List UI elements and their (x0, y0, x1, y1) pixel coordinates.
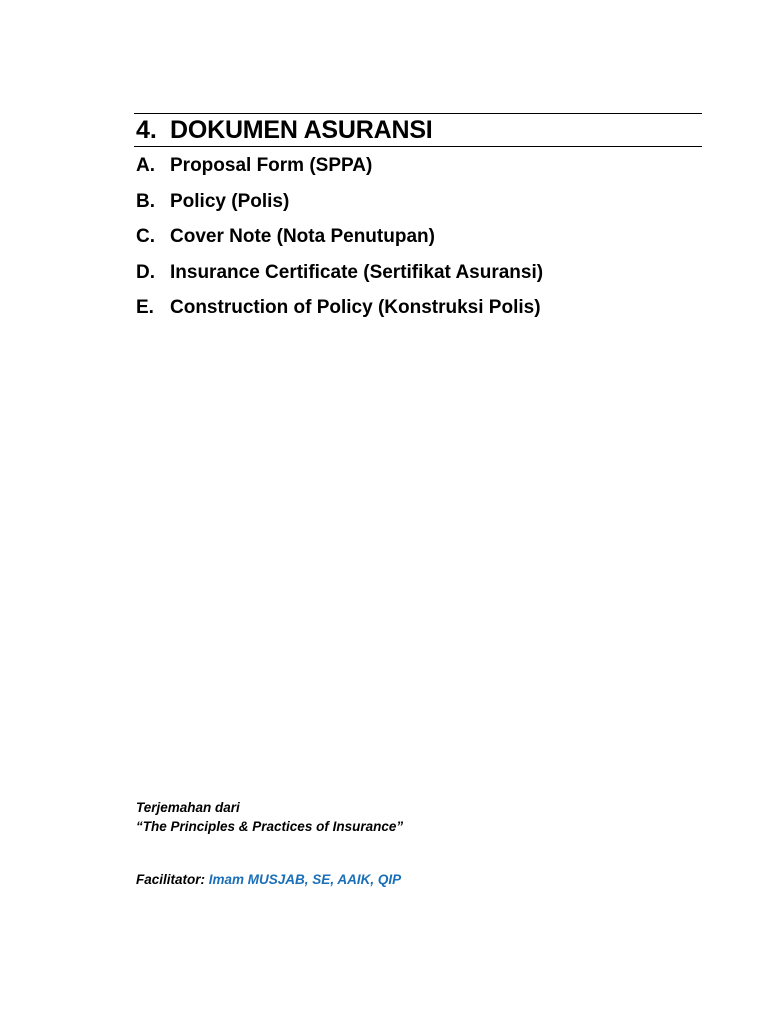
list-item-text: Insurance Certificate (Sertifikat Asuransi) (170, 261, 544, 283)
list-item-letter: E. (136, 297, 154, 318)
source-title: “The Principles & Practices of Insurance” (136, 819, 404, 834)
list-item-letter: D. (136, 261, 155, 283)
list-item (136, 224, 736, 260)
facilitator-line (136, 871, 401, 889)
list-item-text: Cover Note (Nota Penutupan) (170, 226, 435, 247)
section-heading (134, 113, 702, 147)
list-item-letter: C. (136, 226, 155, 247)
facilitator-label: Facilitator: (136, 872, 206, 887)
list-item (136, 295, 736, 331)
list-item (136, 189, 736, 225)
list-item-letter: A. (136, 155, 155, 176)
list-item-text: Policy (Polis) (170, 190, 290, 212)
section-title: DOKUMEN ASURANSI (170, 116, 433, 144)
list-item (136, 153, 736, 189)
list-item-text: Proposal Form (SPPA) (170, 155, 373, 176)
list-item (136, 260, 736, 296)
document-list (136, 153, 736, 331)
section-number: 4. (136, 116, 157, 144)
translation-note: Terjemahan dari (136, 800, 240, 815)
facilitator-name: Imam MUSJAB, SE, AAIK, QIP (208, 872, 402, 887)
list-item-text: Construction of Policy (Konstruksi Polis) (170, 297, 541, 318)
list-item-letter: B. (136, 190, 155, 212)
